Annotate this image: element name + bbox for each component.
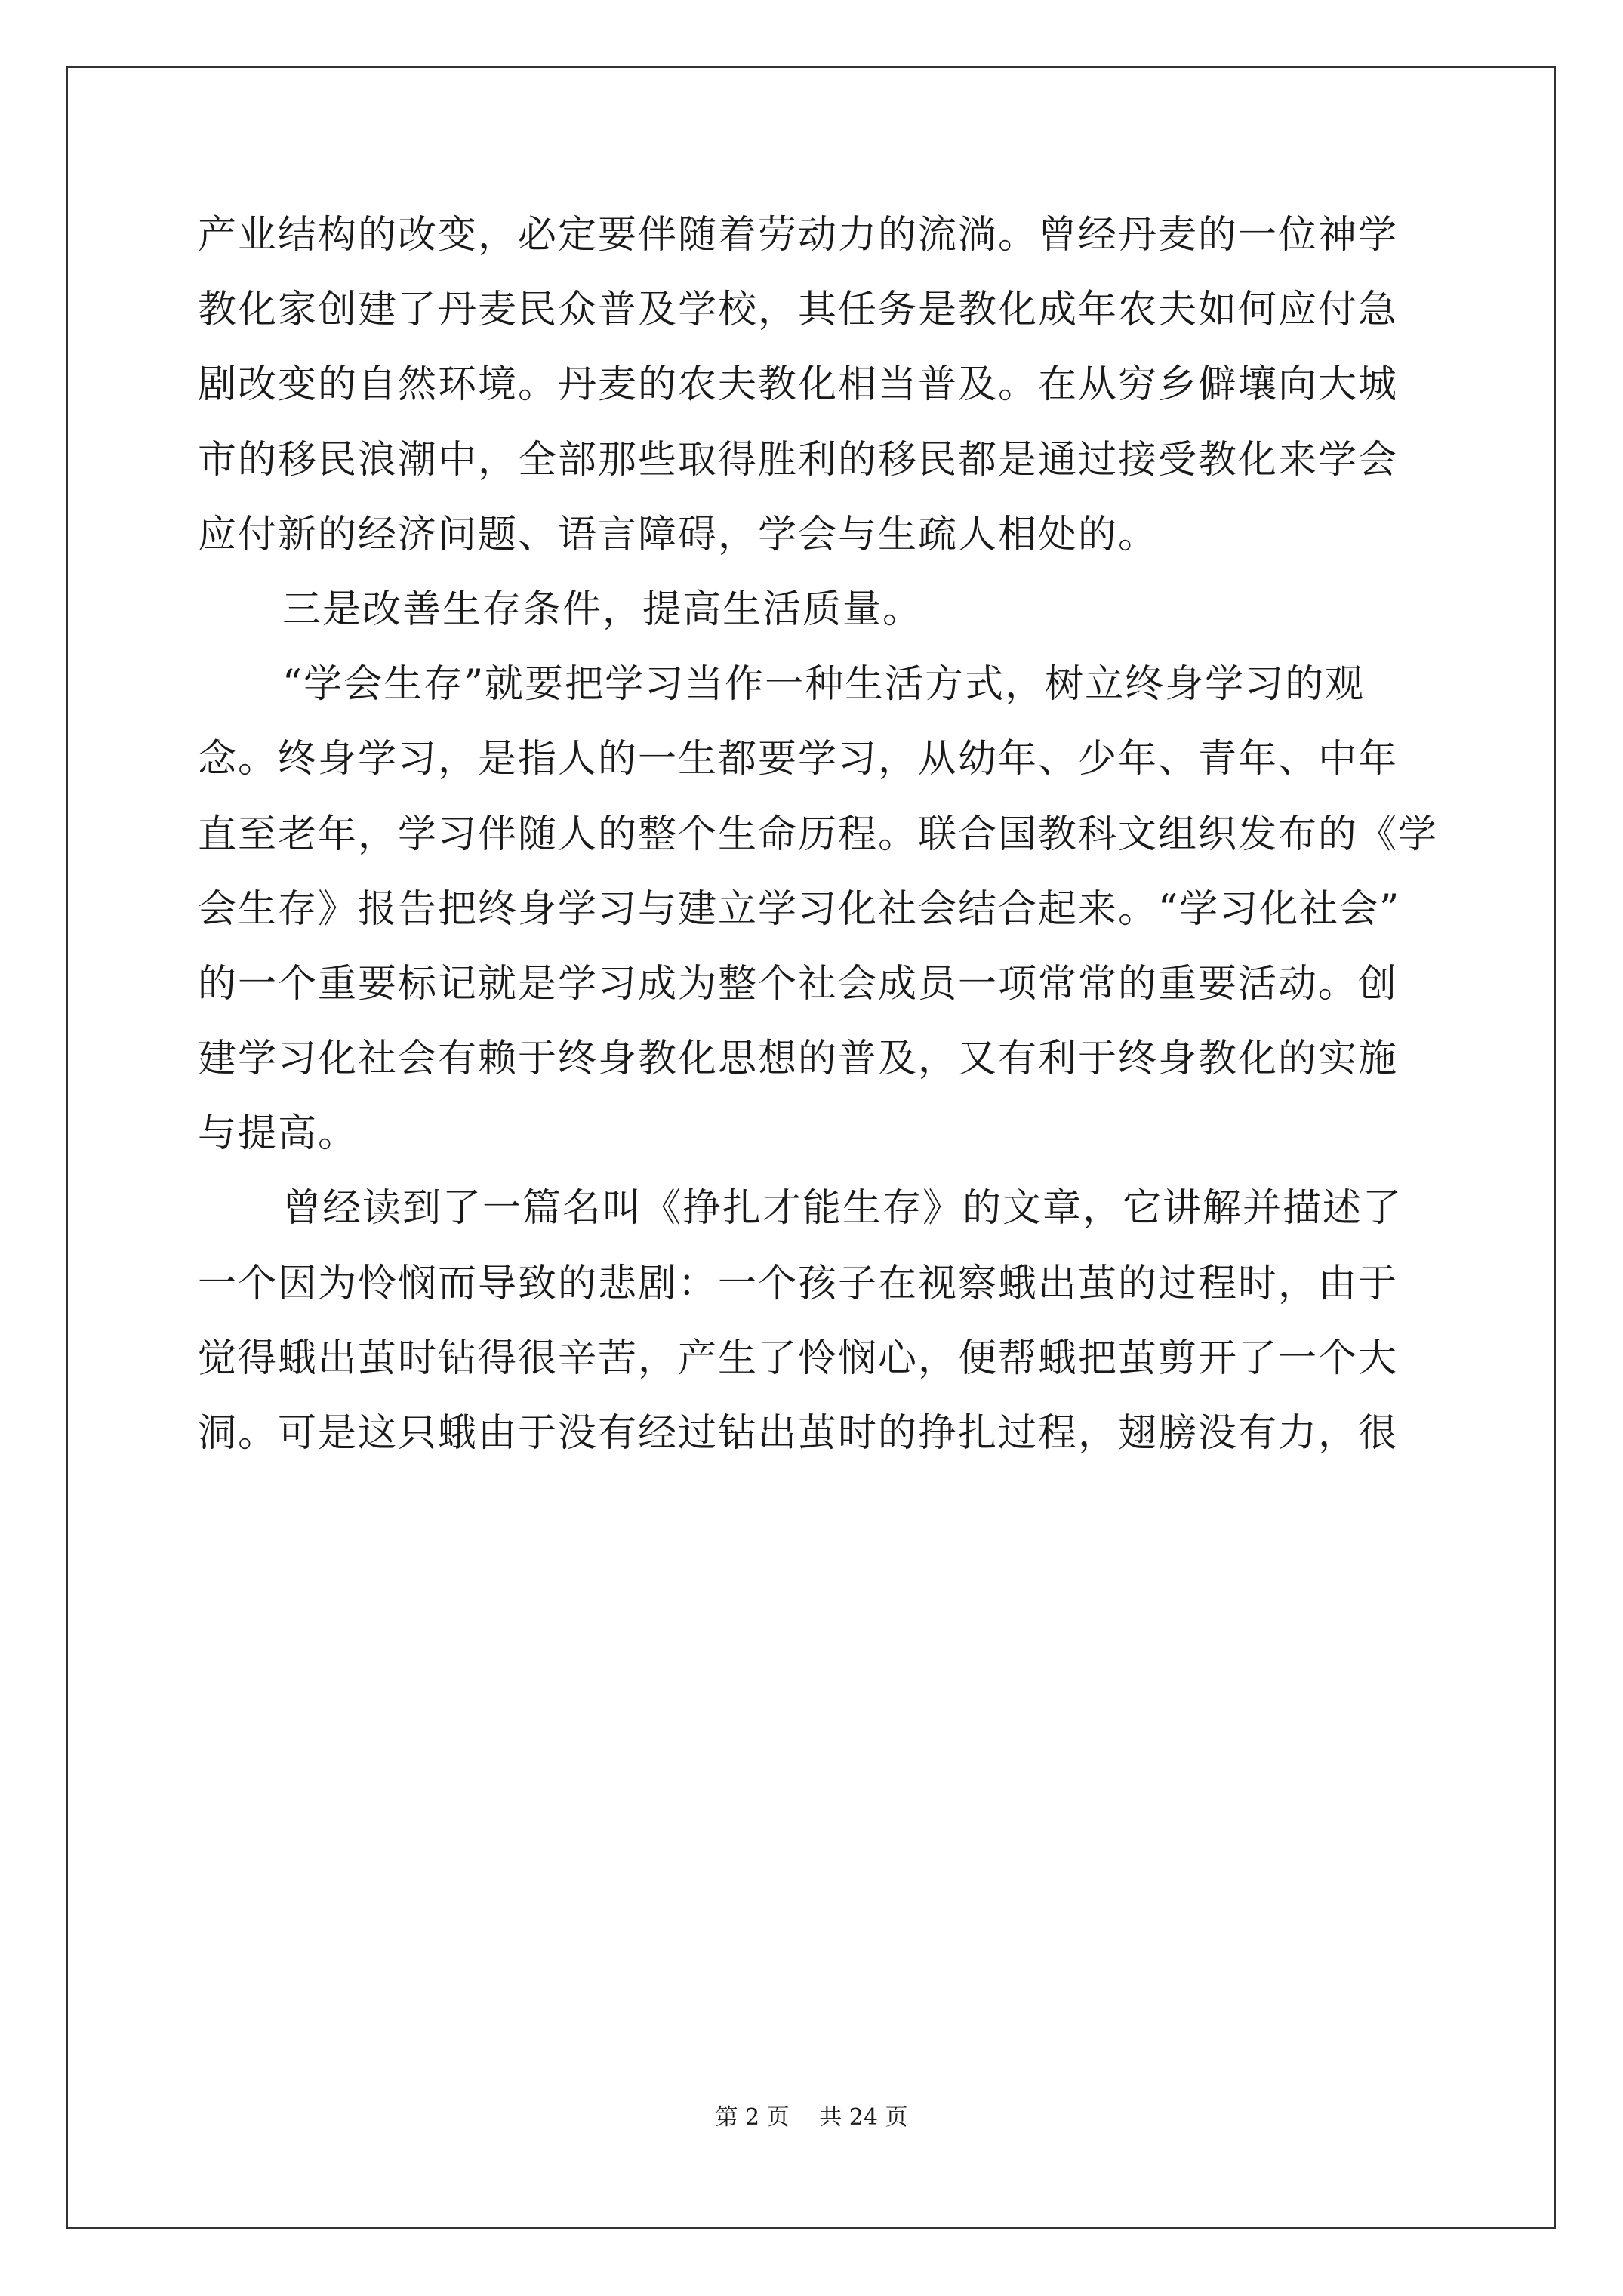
text-line: 应付新的经济问题、语言障碍，学会与生疏人相处的。 bbox=[198, 512, 1159, 557]
text-line: 建学习化社会有赖于终身教化思想的普及，又有利于终身教化的实施 bbox=[198, 1037, 1399, 1082]
text-line: 与提高。 bbox=[198, 1111, 359, 1157]
text-line: 念。终身学习，是指人的一生都要学习，从幼年、少年、青年、中年 bbox=[198, 737, 1399, 782]
text-line: 觉得蛾出茧时钻得很辛苦，产生了怜悯心，便帮蛾把茧剪开了一个大 bbox=[198, 1336, 1399, 1381]
page-number-footer: 第 2 页 共 24 页 bbox=[715, 2104, 908, 2131]
text-line: 教化家创建了丹麦民众普及学校，其任务是教化成年农夫如何应付急 bbox=[198, 288, 1399, 333]
text-line: 洞。可是这只蛾由于没有经过钻出茧时的挣扎过程，翅膀没有力，很 bbox=[198, 1411, 1399, 1456]
paragraph-start-line: 曾经读到了一篇名叫《挣扎才能生存》的文章，它讲解并描述了 bbox=[282, 1186, 1403, 1231]
text-line: 市的移民浪潮中，全部那些取得胜利的移民都是通过接受教化来学会 bbox=[198, 437, 1399, 482]
text-line: 剧改变的自然环境。丹麦的农夫教化相当普及。在从穷乡僻壤向大城 bbox=[198, 362, 1399, 408]
text-line: 一个因为怜悯而导致的悲剧：一个孩子在视察蛾出茧的过程时，由于 bbox=[198, 1261, 1399, 1306]
text-line: 直至老年，学习伴随人的整个生命历程。联合国教科文组织发布的《学 bbox=[198, 812, 1439, 857]
text-line: 的一个重要标记就是学习成为整个社会成员一项常常的重要活动。创 bbox=[198, 961, 1399, 1006]
text-line: 产业结构的改变，必定要伴随着劳动力的流淌。曾经丹麦的一位神学 bbox=[198, 213, 1399, 257]
document-body bbox=[198, 198, 1439, 1471]
text-line: 会生存》报告把终身学习与建立学习化社会结合起来。“学习化社会” bbox=[198, 886, 1401, 932]
paragraph-start-line: “学会生存”就要把学习当作一种生活方式，树立终身学习的观 bbox=[282, 662, 1366, 707]
paragraph-start-line: 三是改善生存条件，提高生活质量。 bbox=[282, 587, 923, 632]
